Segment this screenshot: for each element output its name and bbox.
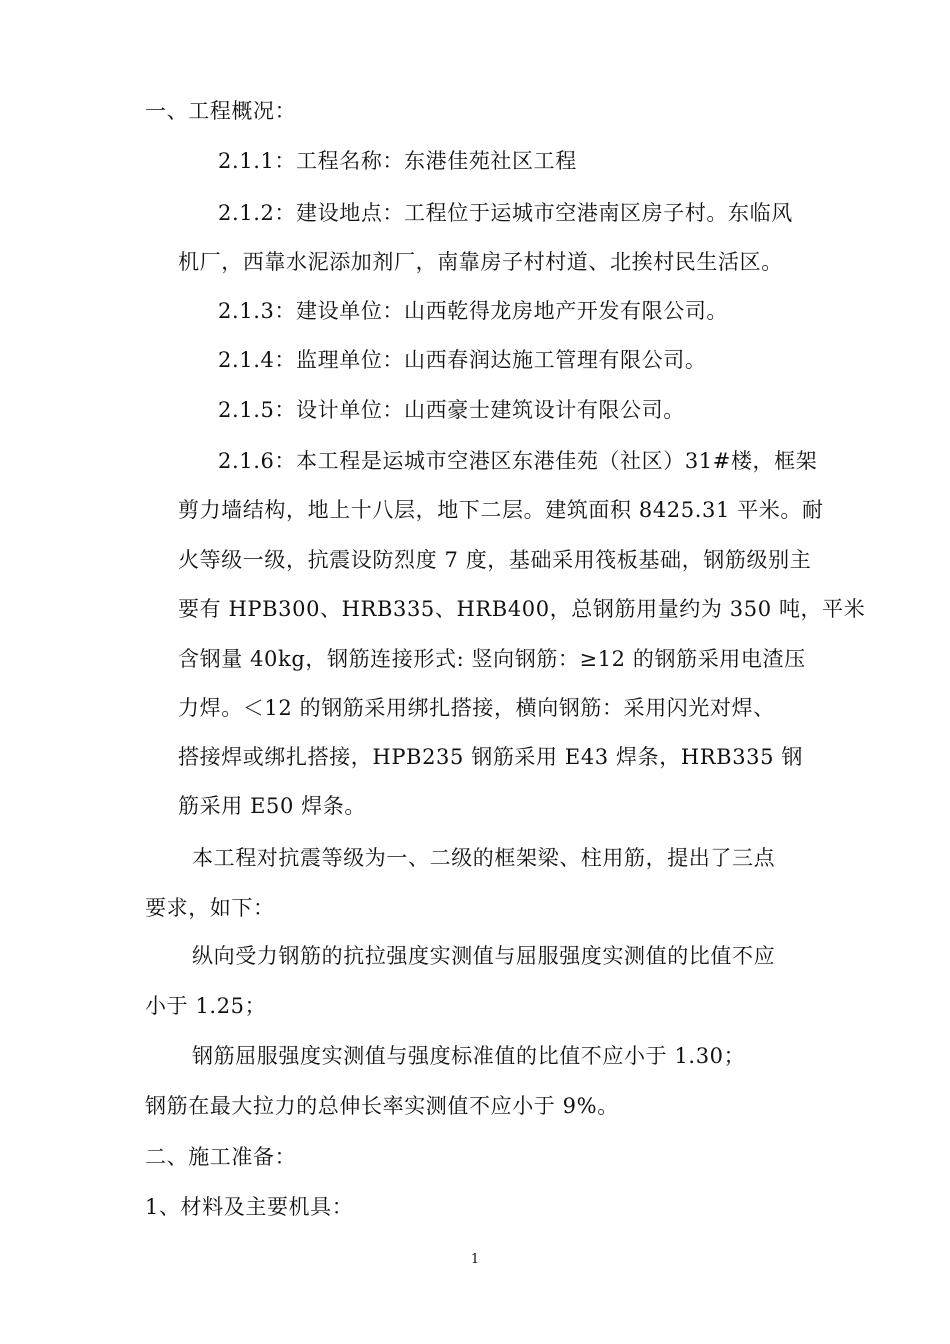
item-2-1-6-line-5: 含钢量 40kg，钢筋连接形式: 竖向钢筋：≥12 的钢筋采用电渣压 bbox=[178, 647, 806, 671]
seismic-intro-line-2: 要求，如下： bbox=[145, 896, 275, 920]
item-2-1-6-line-3: 火等级一级，抗震设防烈度 7 度，基础采用筏板基础，钢筋级别主 bbox=[178, 548, 812, 572]
item-2-1-2-line-1: 2.1.2：建设地点：工程位于运城市空港南区房子村。东临风 bbox=[218, 201, 793, 225]
item-2-1-5: 2.1.5：设计单位：山西豪士建筑设计有限公司。 bbox=[218, 398, 685, 422]
item-2-1-6-line-6: 力焊。＜12 的钢筋采用绑扎搭接，横向钢筋：采用闪光对焊、 bbox=[178, 696, 775, 720]
item-2-1-6-line-1: 2.1.6：本工程是运城市空港区东港佳苑（社区）31#楼，框架 bbox=[218, 449, 818, 473]
item-2-1-6-line-2: 剪力墙结构，地上十八层，地下二层。建筑面积 8425.31 平米。耐 bbox=[178, 498, 824, 522]
item-2-1-6-line-4: 要有 HPB300、HRB335、HRB400，总钢筋用量约为 350 吨，平米 bbox=[178, 597, 866, 621]
item-2-1-3: 2.1.3：建设单位：山西乾得龙房地产开发有限公司。 bbox=[218, 299, 729, 323]
seismic-intro-line-1: 本工程对抗震等级为一、二级的框架梁、柱用筋，提出了三点 bbox=[192, 846, 776, 870]
section-2-heading: 二、施工准备： bbox=[145, 1145, 297, 1169]
requirement-2: 钢筋屈服强度实测值与强度标准值的比值不应小于 1.30； bbox=[192, 1044, 746, 1068]
item-2-1-6-line-7: 搭接焊或绑扎搭接，HPB235 钢筋采用 E43 焊条，HRB335 钢 bbox=[178, 745, 803, 769]
requirement-1-line-1: 纵向受力钢筋的抗拉强度实测值与屈服强度实测值的比值不应 bbox=[192, 944, 776, 968]
requirement-1-line-2: 小于 1.25； bbox=[145, 994, 267, 1018]
item-2-1-1: 2.1.1：工程名称：东港佳苑社区工程 bbox=[218, 149, 577, 173]
item-2-1-4: 2.1.4：监理单位：山西春润达施工管理有限公司。 bbox=[218, 348, 707, 372]
requirement-3: 钢筋在最大拉力的总伸长率实测值不应小于 9%。 bbox=[145, 1094, 619, 1118]
section-1-heading: 一、工程概况： bbox=[145, 99, 297, 123]
subsection-1-heading: 1、材料及主要机具： bbox=[145, 1195, 354, 1219]
item-2-1-2-line-2: 机厂，西靠水泥添加剂厂，南靠房子村村道、北挨村民生活区。 bbox=[178, 250, 783, 274]
item-2-1-6-line-8: 筋采用 E50 焊条。 bbox=[178, 794, 367, 818]
page-number: 1 bbox=[470, 1252, 480, 1267]
